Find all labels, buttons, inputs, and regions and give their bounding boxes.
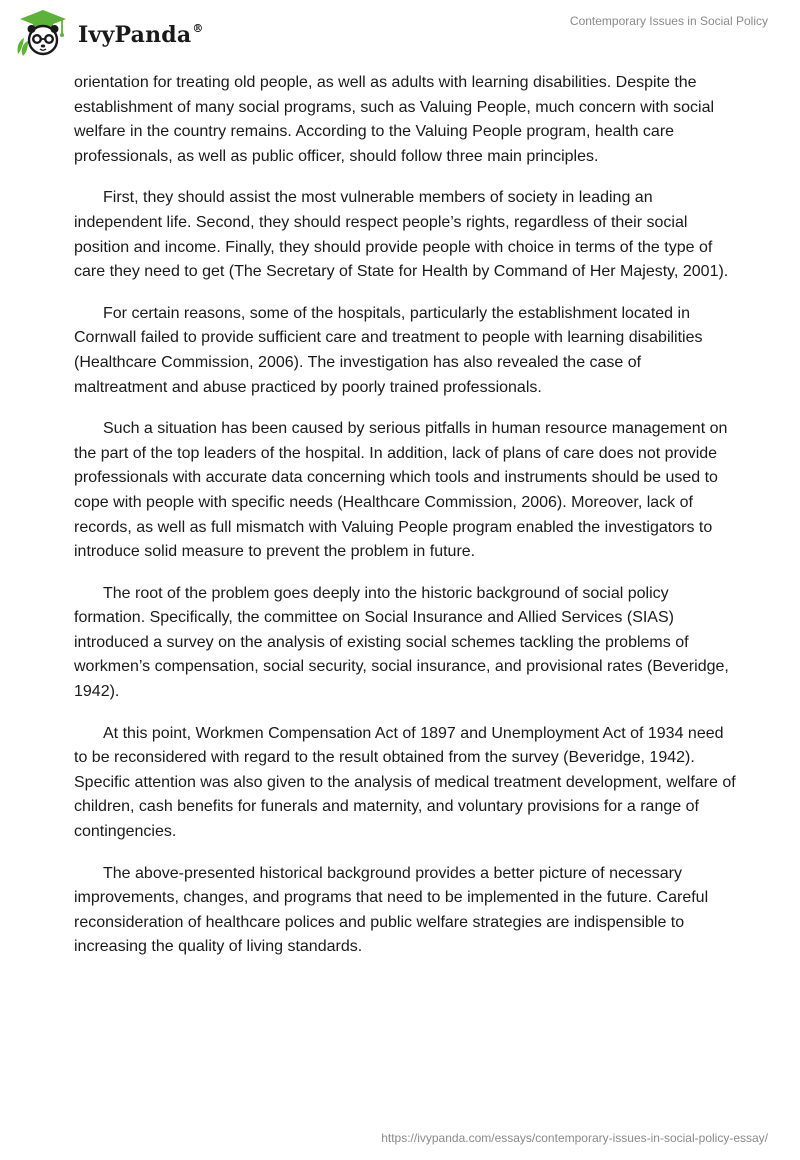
paragraph: Such a situation has been caused by serious pitfalls in human resource management on the part of the top leaders of the hospital. In addition, lack of plans of care does not provide professionals with accurate data concerning which tools and instruments should be used to cope with people with specific needs (Healthcare Commission, 2006). Moreover, lack of records, as well as full mismatch with Valuing People program enabled the investigators to introduce solid measure to prevent the problem in future. <box>74 420 728 561</box>
panda-graduate-icon <box>14 8 72 58</box>
ivypanda-logo[interactable] <box>14 8 204 58</box>
paragraph: The above-presented historical background provides a better picture of necessary improvements, changes, and programs that need to be implemented in the future. Careful reconsideration of healthcare polices and public welfare strategies are indispensible to increasing the quality of living standards. <box>74 864 709 956</box>
paragraph: For certain reasons, some of the hospitals, particularly the establishment located in Cornwall failed to provide sufficient care and treatment to people with learning disabilities (Healthcare Commission, 2006). The investigation has also revealed the case of maltreatment and abuse practiced by poorly trained professionals. <box>74 304 703 396</box>
paragraph: The root of the problem goes deeply into the historic background of social policy formation. Specifically, the committee on Social Insurance and Allied Services (SIAS) introduced a survey on the analysis of existing social schemes tackling the problems of workmen’s compensation, social security, social insurance, and provisional rates (Beveridge, 1942). <box>74 584 729 701</box>
source-url[interactable]: https://ivypanda.com/essays/contemporary-issues-in-social-policy-essay/ <box>381 1131 768 1145</box>
logo-text: IvyPanda® <box>78 21 204 48</box>
running-title: Contemporary Issues in Social Policy <box>569 14 768 28</box>
page-header <box>0 0 800 68</box>
essay-body <box>74 71 738 977</box>
registered-mark: ® <box>192 21 204 35</box>
paragraph: First, they should assist the most vulnerable members of society in leading an independent life. Second, they should respect people’s rights, regardless of their social position and income. Finally, they should provide people with choice in terms of the type of care they need to get (The Secretary of State for Health by Command of Her Majesty, 2001). <box>74 189 729 281</box>
paragraph: At this point, Workmen Compensation Act of 1897 and Unemployment Act of 1934 need to be reconsidered with regard to the result obtained from the survey (Beveridge, 1942). Specific attention was also given to the analysis of medical treatment development, welfare of children, cash benefits for funerals and maternity, and voluntary provisions for a range of contingencies. <box>74 724 736 841</box>
paragraph: orientation for treating old people, as well as adults with learning disabilities. Despite the establishment of many social programs, such as Valuing People, much concern with social welfare in the country remains. According to the Valuing People program, health care professionals, as well as public officer, should follow three main principles. <box>74 74 715 165</box>
